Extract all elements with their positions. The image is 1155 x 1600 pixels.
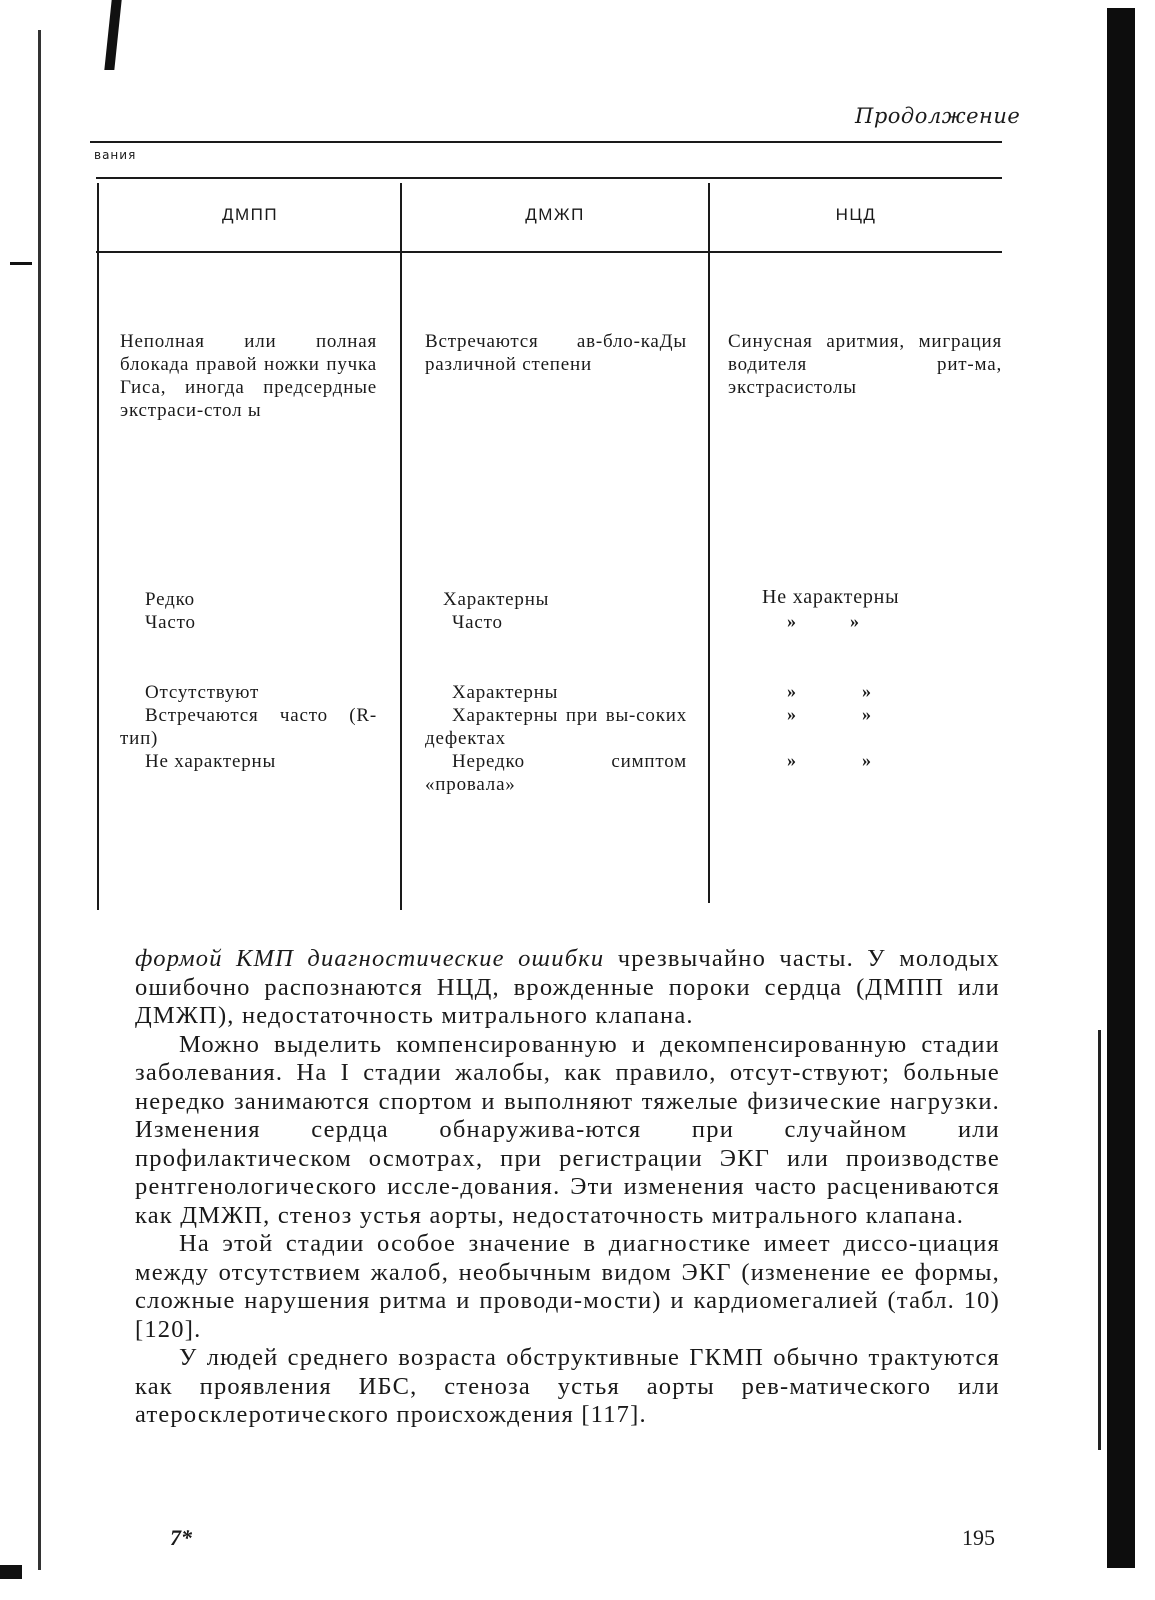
ditto-mark: » bbox=[787, 681, 796, 701]
scan-mark bbox=[104, 0, 121, 70]
signature-mark: 7* bbox=[170, 1525, 192, 1550]
table-cell: Характерны bbox=[443, 589, 550, 610]
table-cell: Часто bbox=[452, 612, 503, 633]
ditto-mark: » bbox=[787, 704, 796, 724]
paragraph: Можно выделить компенсированную и декомпенсированную стадии заболевания. На I стадии жалобы, как правило, отсут-ствуют; больные нередко занимаются спортом и выполняют тяжелые физические нагрузки. Изменения сердца обнаружива-ются при случайном или профилактическом осмотрах, при регистрации ЭКГ или производстве рентгенологического иссле-дования. Эти изменения часто расцениваются как ДМЖП, стеноз устья аорты, недостаточность митрального клапана. bbox=[135, 1030, 1000, 1229]
table-cell: Часто bbox=[145, 612, 196, 633]
table-header-top-rule bbox=[96, 177, 1002, 179]
table-cell: Редко bbox=[145, 589, 195, 610]
paragraph-text: чрезвычайно часты. У молодых ошибочно распознаются НЦД, врожденные пороки сердца (ДМПП или ДМЖП), недостаточность митрального клапана. bbox=[135, 945, 1000, 1029]
scan-edge-line bbox=[1098, 1030, 1101, 1450]
table-cell: Характерны bbox=[452, 682, 559, 703]
table-cell: Характерны при вы-соких дефектах bbox=[425, 705, 687, 749]
table-column-divider bbox=[708, 183, 710, 903]
table-top-rule bbox=[90, 141, 1002, 143]
table-cell: Не характерны bbox=[145, 751, 277, 772]
table-cell: Синусная аритмия, миграция водителя рит-ма, экстрасистолы bbox=[728, 331, 1002, 398]
table-cell: Неполная или полная блокада правой ножки пучка Гиса, иногда предсердные экстраси-стол ы bbox=[120, 331, 377, 421]
italic-phrase: формой КМП диагностические ошибки bbox=[135, 945, 605, 972]
ditto-mark: » bbox=[862, 750, 871, 770]
table-column-divider bbox=[97, 183, 99, 910]
corner-label: вания bbox=[94, 148, 137, 162]
table-cell: Встречаются часто (R-тип) bbox=[120, 705, 377, 749]
scan-left-edge bbox=[38, 30, 41, 1570]
column-header-dmpp: ДМПП bbox=[221, 205, 279, 224]
scan-mark bbox=[10, 262, 32, 265]
column-header-dmzhp: ДМЖП bbox=[525, 205, 585, 224]
body-text bbox=[135, 945, 1000, 1430]
table-column-divider bbox=[400, 183, 402, 910]
continued-label: Продолжение bbox=[855, 104, 1021, 128]
paragraph bbox=[135, 945, 1000, 1031]
table-cell: Нередко симптом «провала» bbox=[425, 751, 687, 795]
scan-edge-shadow bbox=[1107, 8, 1135, 1568]
paragraph: У людей среднего возраста обструктивные ГКМП обычно трактуются как проявления ИБС, стеноза устья аорты рев-матического или атеросклеротического происхождения [117]. bbox=[135, 1344, 1000, 1428]
ditto-mark: » bbox=[787, 611, 796, 631]
ditto-mark: » bbox=[862, 704, 871, 724]
ditto-mark: » bbox=[787, 750, 796, 770]
table-cell: Встречаются ав-бло-каДы различной степени bbox=[425, 331, 687, 375]
column-header-ncd: НЦД bbox=[835, 205, 877, 224]
scan-mark bbox=[0, 1565, 22, 1579]
table-cell: Не характерны bbox=[762, 586, 900, 608]
ditto-mark: » bbox=[862, 681, 871, 701]
ditto-mark: » bbox=[850, 611, 859, 631]
table-cell: Отсутствуют bbox=[145, 682, 260, 703]
paragraph: На этой стадии особое значение в диагностике имеет диссо-циация между отсутствием жалоб, необычным видом ЭКГ (изменение ее формы, сложные нарушения ритма и проводи-мости) и кардиомегалией (табл. 10) [120]. bbox=[135, 1230, 1000, 1343]
page-number: 195 bbox=[962, 1525, 995, 1550]
table-header-bottom-rule bbox=[96, 251, 1002, 253]
